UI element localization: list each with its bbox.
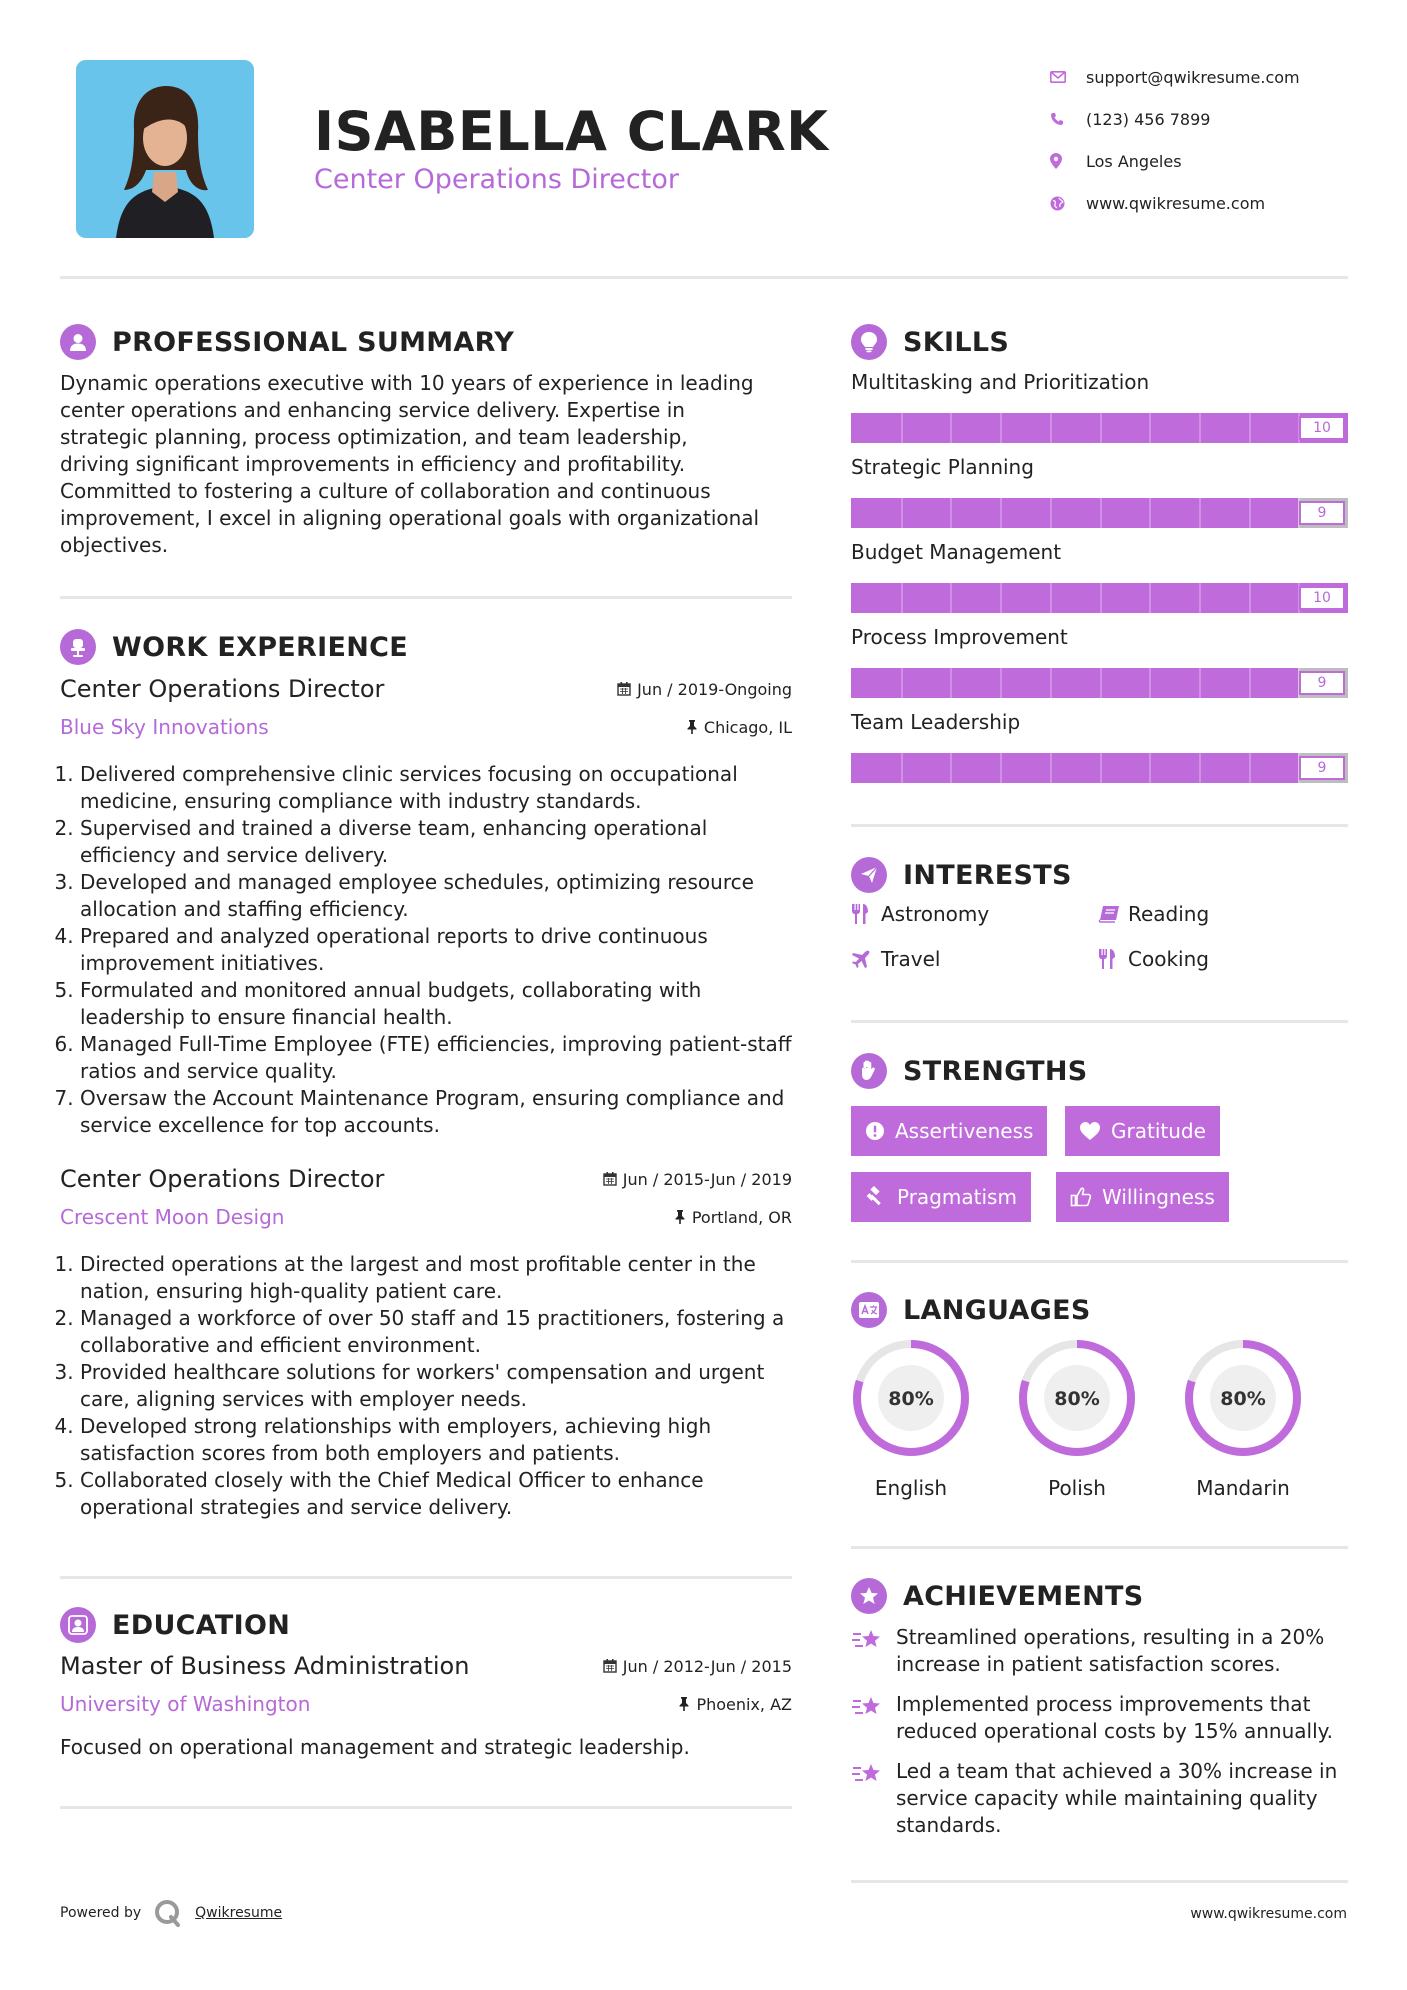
contact-website-row[interactable] [1050, 182, 1370, 224]
education-date-text: Jun / 2012-Jun / 2015 [622, 1656, 792, 1676]
skill-name: Team Leadership [851, 710, 1021, 734]
strength-label: Pragmatism [897, 1185, 1017, 1209]
globe-icon [1050, 196, 1086, 211]
job-company: Blue Sky Innovations [60, 715, 269, 739]
skill-bar-segment [950, 413, 952, 443]
job-company: Crescent Moon Design [60, 1205, 285, 1229]
job-location [686, 718, 792, 737]
job-bullet: 4. Developed strong relationships with employers, achieving high satisfaction scores from both employers and patients. [80, 1413, 792, 1467]
summary-line: driving significant improvements in efficiency and profitability. [60, 452, 686, 476]
skill-bar-segment [1000, 753, 1002, 783]
briefcase-chair-icon [60, 629, 96, 665]
achievement-text [896, 1691, 1333, 1745]
skill-bar-segment [950, 583, 952, 613]
skill-bar-fill [851, 498, 1298, 528]
qwikresume-logo-icon [153, 1898, 183, 1928]
envelope-icon [1050, 71, 1086, 83]
shooting-star-icon [851, 1624, 896, 1678]
skill-bar-segment [1199, 498, 1201, 528]
achievements-section-header [851, 1578, 1144, 1614]
contact-location-row [1050, 140, 1370, 182]
job-bullet: 2. Supervised and trained a diverse team, enhancing operational efficiency and service delivery. [80, 815, 792, 869]
qwikresume-link[interactable]: Qwikresume [195, 1905, 283, 1921]
skill-bar-segment [901, 668, 903, 698]
thumbs-up-icon [1070, 1186, 1092, 1208]
strength-tag [851, 1172, 1031, 1222]
job-location-text: Portland, OR [691, 1207, 792, 1227]
achievement-line: Streamlined operations, resulting in a 20% [896, 1625, 1325, 1649]
skill-bar-segment [1199, 583, 1201, 613]
experience-divider [60, 1576, 792, 1579]
language-ring [1181, 1336, 1305, 1460]
language-name: English [874, 1476, 948, 1500]
skill-name: Budget Management [851, 540, 1062, 564]
skill-bar-segment [950, 753, 952, 783]
achievement-text [896, 1758, 1337, 1839]
contact-website: www.qwikresume.com [1086, 193, 1266, 213]
achievement-line: Led a team that achieved a 30% increase in [896, 1759, 1338, 1783]
education-degree: Master of Business Administration [60, 1652, 470, 1680]
skill-item [851, 540, 1348, 613]
skill-bar-segment [901, 753, 903, 783]
job-bullets [60, 761, 792, 1139]
skill-bar-segment [1249, 668, 1251, 698]
paper-plane-icon [851, 857, 887, 893]
languages-section-header [851, 1292, 1091, 1328]
strength-tag [851, 1106, 1047, 1156]
job-header-row [60, 1165, 792, 1193]
education-section-header [60, 1607, 290, 1643]
experience-heading: WORK EXPERIENCE [112, 631, 408, 663]
skill-bar [851, 753, 1348, 783]
achievement-line: Implemented process improvements that [896, 1692, 1311, 1716]
candidate-name: ISABELLA CLARK [314, 100, 829, 163]
skill-bar [851, 583, 1348, 613]
skill-bar-segment [901, 413, 903, 443]
job-bullets [60, 1251, 792, 1521]
interest-label: Reading [1128, 902, 1210, 926]
skill-bar-segment [901, 583, 903, 613]
education-description: Focused on operational management and strategic leadership. [60, 1735, 690, 1759]
user-icon [60, 324, 96, 360]
skill-item [851, 710, 1348, 783]
contact-location: Los Angeles [1086, 151, 1182, 171]
skill-bar-segment [1100, 583, 1102, 613]
job-bullet: 4. Prepared and analyzed operational reports to drive continuous improvement initiatives. [80, 923, 792, 977]
summary-text [60, 370, 800, 559]
shooting-star-icon [851, 1691, 896, 1745]
plane-icon [851, 949, 881, 969]
job-bullet: 3. Developed and managed employee schedules, optimizing resource allocation and staffing efficiency. [80, 869, 792, 923]
language-name: Polish [1048, 1476, 1106, 1500]
candidate-title: Center Operations Director [314, 164, 679, 195]
achievement-line: standards. [896, 1813, 1002, 1837]
skill-bar-segment [1000, 668, 1002, 698]
job-date-text: Jun / 2015-Jun / 2019 [622, 1169, 792, 1189]
contact-phone: (123) 456 7899 [1086, 109, 1211, 129]
job-position: Center Operations Director [60, 675, 385, 703]
skill-score: 9 [1299, 671, 1345, 695]
person-silhouette-icon [76, 60, 254, 238]
skill-bar-segment [1050, 753, 1052, 783]
language-ring [849, 1336, 973, 1460]
interest-item [1098, 902, 1209, 926]
contact-block [1050, 56, 1370, 224]
skill-bar-segment [901, 498, 903, 528]
utensils-icon [851, 903, 881, 925]
achievement-item [851, 1758, 1351, 1839]
skill-bar-segment [1050, 583, 1052, 613]
interests-divider [851, 1020, 1348, 1023]
education-date [603, 1657, 792, 1676]
skill-item [851, 455, 1348, 528]
achievement-item [851, 1691, 1351, 1745]
education-header-row [60, 1652, 792, 1680]
interest-item [851, 947, 940, 971]
lightbulb-icon [851, 324, 887, 360]
interests-section-header [851, 857, 1072, 893]
education-location [678, 1695, 792, 1714]
language-ring [1015, 1336, 1139, 1460]
skills-heading: SKILLS [903, 326, 1010, 358]
interest-item [851, 902, 989, 926]
book-icon [1098, 905, 1128, 923]
skill-bar-segment [1050, 413, 1052, 443]
header-divider [60, 276, 1348, 279]
language-percent: 80% [1220, 1388, 1266, 1410]
profile-photo [76, 60, 254, 238]
utensils-icon [1098, 948, 1128, 970]
skill-bar-segment [1000, 413, 1002, 443]
skill-bar-segment [1149, 413, 1151, 443]
skill-score: 10 [1299, 416, 1345, 440]
education-location-text: Phoenix, AZ [696, 1694, 792, 1714]
skill-bar-segment [1050, 498, 1052, 528]
languages-heading: LANGUAGES [903, 1294, 1091, 1326]
job-date [617, 680, 792, 699]
skill-bar-segment [1050, 668, 1052, 698]
job-date [603, 1170, 792, 1189]
skill-bar [851, 668, 1348, 698]
footer-website[interactable]: www.qwikresume.com [1190, 1906, 1347, 1922]
skill-bar [851, 498, 1348, 528]
skill-bar-segment [1249, 583, 1251, 613]
skill-bar-segment [1000, 498, 1002, 528]
experience-section-header [60, 629, 408, 665]
skill-bar-segment [1100, 498, 1102, 528]
language-name: Mandarin [1196, 1476, 1290, 1500]
achievement-line: reduced operational costs by 15% annually. [896, 1719, 1333, 1743]
map-pin-icon [1050, 153, 1086, 169]
contact-email-row[interactable] [1050, 56, 1370, 98]
job-entry [60, 675, 792, 1139]
skill-bar-segment [1100, 753, 1102, 783]
skill-bar-segment [1199, 413, 1201, 443]
job-entry [60, 1165, 792, 1521]
graduate-icon [60, 1607, 96, 1643]
summary-line: Committed to fostering a culture of collaboration and continuous [60, 479, 711, 503]
skill-name: Process Improvement [851, 625, 1068, 649]
language-item [1015, 1336, 1139, 1500]
achievement-item [851, 1624, 1351, 1678]
language-percent: 80% [888, 1388, 934, 1410]
summary-section-header [60, 324, 514, 360]
skill-bar-segment [1199, 753, 1201, 783]
strength-label: Willingness [1102, 1185, 1215, 1209]
skill-name: Strategic Planning [851, 455, 1034, 479]
summary-heading: PROFESSIONAL SUMMARY [112, 326, 515, 358]
skill-bar-fill [851, 753, 1298, 783]
skill-bar [851, 413, 1348, 443]
job-bullet: 6. Managed Full-Time Employee (FTE) efficiencies, improving patient-staff ratios and service quality. [80, 1031, 792, 1085]
achievement-line: increase in patient satisfaction scores. [896, 1652, 1281, 1676]
strength-label: Assertiveness [895, 1119, 1034, 1143]
powered-by-label: Powered by [60, 1905, 142, 1921]
skill-bar-segment [1149, 583, 1151, 613]
contact-phone-row[interactable] [1050, 98, 1370, 140]
skill-bar-segment [1249, 753, 1251, 783]
gavel-icon [865, 1186, 887, 1208]
strength-tag [1056, 1172, 1229, 1222]
education-entry [60, 1652, 792, 1761]
interest-label: Travel [881, 947, 941, 971]
education-heading: EDUCATION [112, 1609, 291, 1641]
calendar-icon [603, 1172, 617, 1186]
skill-score: 10 [1299, 586, 1345, 610]
education-school: University of Washington [60, 1692, 311, 1716]
language-item [1181, 1336, 1305, 1500]
phone-icon [1050, 112, 1086, 126]
interest-label: Cooking [1128, 947, 1209, 971]
job-bullet: 5. Collaborated closely with the Chief Medical Officer to enhance operational strategies and service delivery. [80, 1467, 792, 1521]
summary-line: center operations and enhancing service delivery. Expertise in [60, 398, 685, 422]
strengths-divider [851, 1260, 1348, 1263]
skill-bar-segment [950, 668, 952, 698]
exclamation-circle-icon [865, 1121, 885, 1141]
calendar-icon [603, 1659, 617, 1673]
job-bullet: 1. Delivered comprehensive clinic services focusing on occupational medicine, ensuring compliance with industry standards. [80, 761, 792, 815]
interest-label: Astronomy [881, 902, 990, 926]
summary-divider [60, 596, 792, 599]
education-sub-row [60, 1692, 792, 1716]
language-percent: 80% [1054, 1388, 1100, 1410]
achievements-heading: ACHIEVEMENTS [903, 1580, 1144, 1612]
skill-bar-segment [1100, 668, 1102, 698]
skill-bar-segment [1249, 413, 1251, 443]
translate-icon [851, 1292, 887, 1328]
skill-score: 9 [1299, 756, 1345, 780]
pushpin-icon [674, 1210, 686, 1224]
summary-line: objectives. [60, 533, 169, 557]
strength-label: Gratitude [1111, 1119, 1206, 1143]
star-badge-icon [851, 1578, 887, 1614]
job-sub-row [60, 715, 792, 739]
job-position: Center Operations Director [60, 1165, 385, 1193]
strengths-heading: STRENGTHS [903, 1055, 1088, 1087]
shooting-star-icon [851, 1758, 896, 1839]
pushpin-icon [686, 720, 698, 734]
raised-hand-icon [851, 1053, 887, 1089]
skill-bar-segment [1249, 498, 1251, 528]
interest-item [1098, 947, 1209, 971]
skills-section-header [851, 324, 1009, 360]
skill-bar-segment [950, 498, 952, 528]
contact-email: support@qwikresume.com [1086, 67, 1300, 87]
summary-line: strategic planning, process optimization, and team leadership, [60, 425, 688, 449]
skill-bar-segment [1100, 413, 1102, 443]
skill-bar-segment [1149, 498, 1151, 528]
language-item [849, 1336, 973, 1500]
skill-score: 9 [1299, 501, 1345, 525]
job-bullet: 7. Oversaw the Account Maintenance Program, ensuring compliance and service excellence for top accounts. [80, 1085, 792, 1139]
job-sub-row [60, 1205, 792, 1229]
strengths-section-header [851, 1053, 1088, 1089]
achievement-line: service capacity while maintaining quality [896, 1786, 1318, 1810]
job-bullet: 3. Provided healthcare solutions for workers' compensation and urgent care, aligning services with employer needs. [80, 1359, 792, 1413]
skill-bar-fill [851, 668, 1298, 698]
skill-bar-segment [1149, 668, 1151, 698]
job-bullet: 1. Directed operations at the largest and most profitable center in the nation, ensuring high-quality patient care. [80, 1251, 792, 1305]
summary-line: improvement, I excel in aligning operational goals with organizational [60, 506, 760, 530]
skill-name: Multitasking and Prioritization [851, 370, 1150, 394]
skill-bar-segment [1199, 668, 1201, 698]
skill-item [851, 370, 1348, 443]
job-location-text: Chicago, IL [703, 717, 792, 737]
heart-icon [1079, 1121, 1101, 1141]
achievement-text [896, 1624, 1324, 1678]
languages-divider [851, 1546, 1348, 1549]
skill-bar-segment [1149, 753, 1151, 783]
strength-tag [1065, 1106, 1220, 1156]
interests-heading: INTERESTS [903, 859, 1072, 891]
summary-line: Dynamic operations executive with 10 years of experience in leading [60, 371, 754, 395]
achievements-divider [851, 1880, 1348, 1883]
calendar-icon [617, 682, 631, 696]
job-header-row [60, 675, 792, 703]
education-divider [60, 1806, 792, 1809]
skills-divider [851, 824, 1348, 827]
footer-powered-by [60, 1898, 282, 1928]
job-date-text: Jun / 2019-Ongoing [637, 679, 792, 699]
job-bullet: 2. Managed a workforce of over 50 staff and 15 practitioners, fostering a collaborative and efficient environment. [80, 1305, 792, 1359]
job-location [674, 1208, 792, 1227]
pushpin-icon [678, 1697, 690, 1711]
skill-item [851, 625, 1348, 698]
job-bullet: 5. Formulated and monitored annual budgets, collaborating with leadership to ensure financial health. [80, 977, 792, 1031]
skill-bar-segment [1000, 583, 1002, 613]
